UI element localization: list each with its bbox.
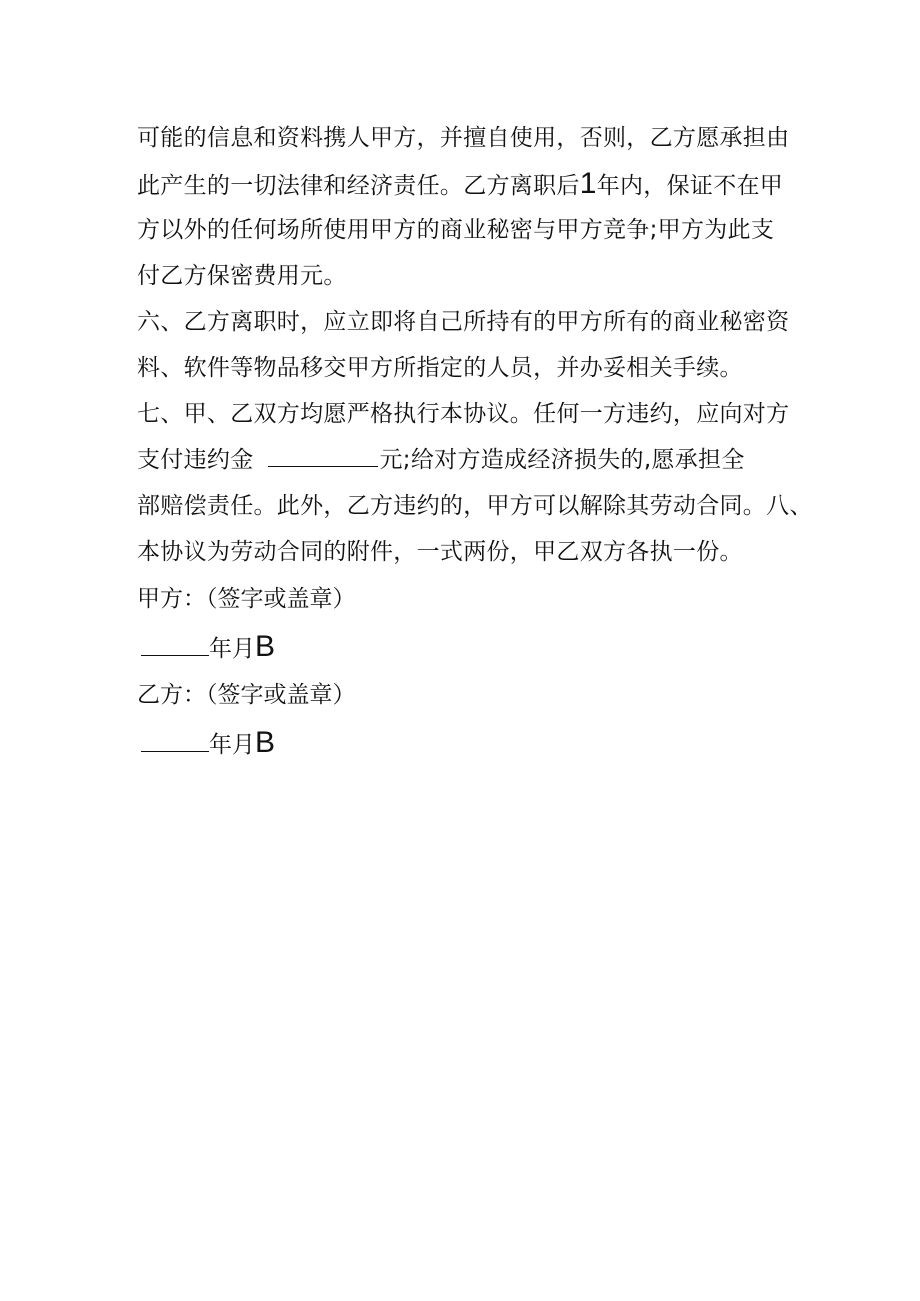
party-b-date-blank — [141, 733, 209, 752]
penalty-amount-blank — [268, 448, 378, 467]
paragraph-line: 部赔偿责任。此外，乙方违约的，甲方可以解除其劳动合同。八、 — [137, 493, 813, 519]
date-letter: B — [255, 630, 276, 663]
text-segment: 支付违约金 — [137, 447, 254, 473]
text-segment: 元;给对方造成经济损失的,愿承担全 — [379, 447, 745, 473]
date-letter: B — [255, 726, 276, 759]
paragraph-line: 付乙方保密费用元。 — [137, 263, 347, 289]
paragraph-line: 可能的信息和资料携人甲方，并擅自使用，否则，乙方愿承担由 — [137, 125, 790, 151]
paragraph-line: 七、甲、乙双方均愿严格执行本协议。任何一方违约，应向对方 — [137, 401, 790, 427]
paragraph-line: 料、软件等物品移交甲方所指定的人员，并办妥相关手续。 — [137, 355, 743, 381]
party-a-date-line — [137, 623, 797, 671]
paragraph-line — [137, 161, 797, 207]
date-text: 年月 — [209, 636, 255, 662]
text-segment: 此产生的一切法律和经济责任。乙方离职后 — [137, 173, 580, 199]
paragraph-line: 本协议为劳动合同的附件，一式两份，甲乙双方各执一份。 — [137, 539, 743, 565]
document-body — [137, 115, 813, 767]
paragraph-line: 方以外的任何场所使用甲方的商业秘密与甲方竞争;甲方为此支 — [137, 217, 775, 243]
year-count-number: 1 — [579, 167, 597, 200]
paragraph-line: 六、乙方离职时，应立即将自己所持有的甲方所有的商业秘密资 — [137, 309, 790, 335]
party-a-signature-label: 甲方：（签字或盖章） — [137, 586, 356, 612]
party-b-date-line — [137, 719, 797, 767]
party-b-signature-label: 乙方：（签字或盖章） — [137, 682, 356, 708]
text-segment: 年内，保证不在甲 — [596, 173, 784, 199]
date-text: 年月 — [209, 732, 255, 758]
party-a-date-blank — [141, 637, 209, 656]
paragraph-line — [137, 437, 797, 483]
